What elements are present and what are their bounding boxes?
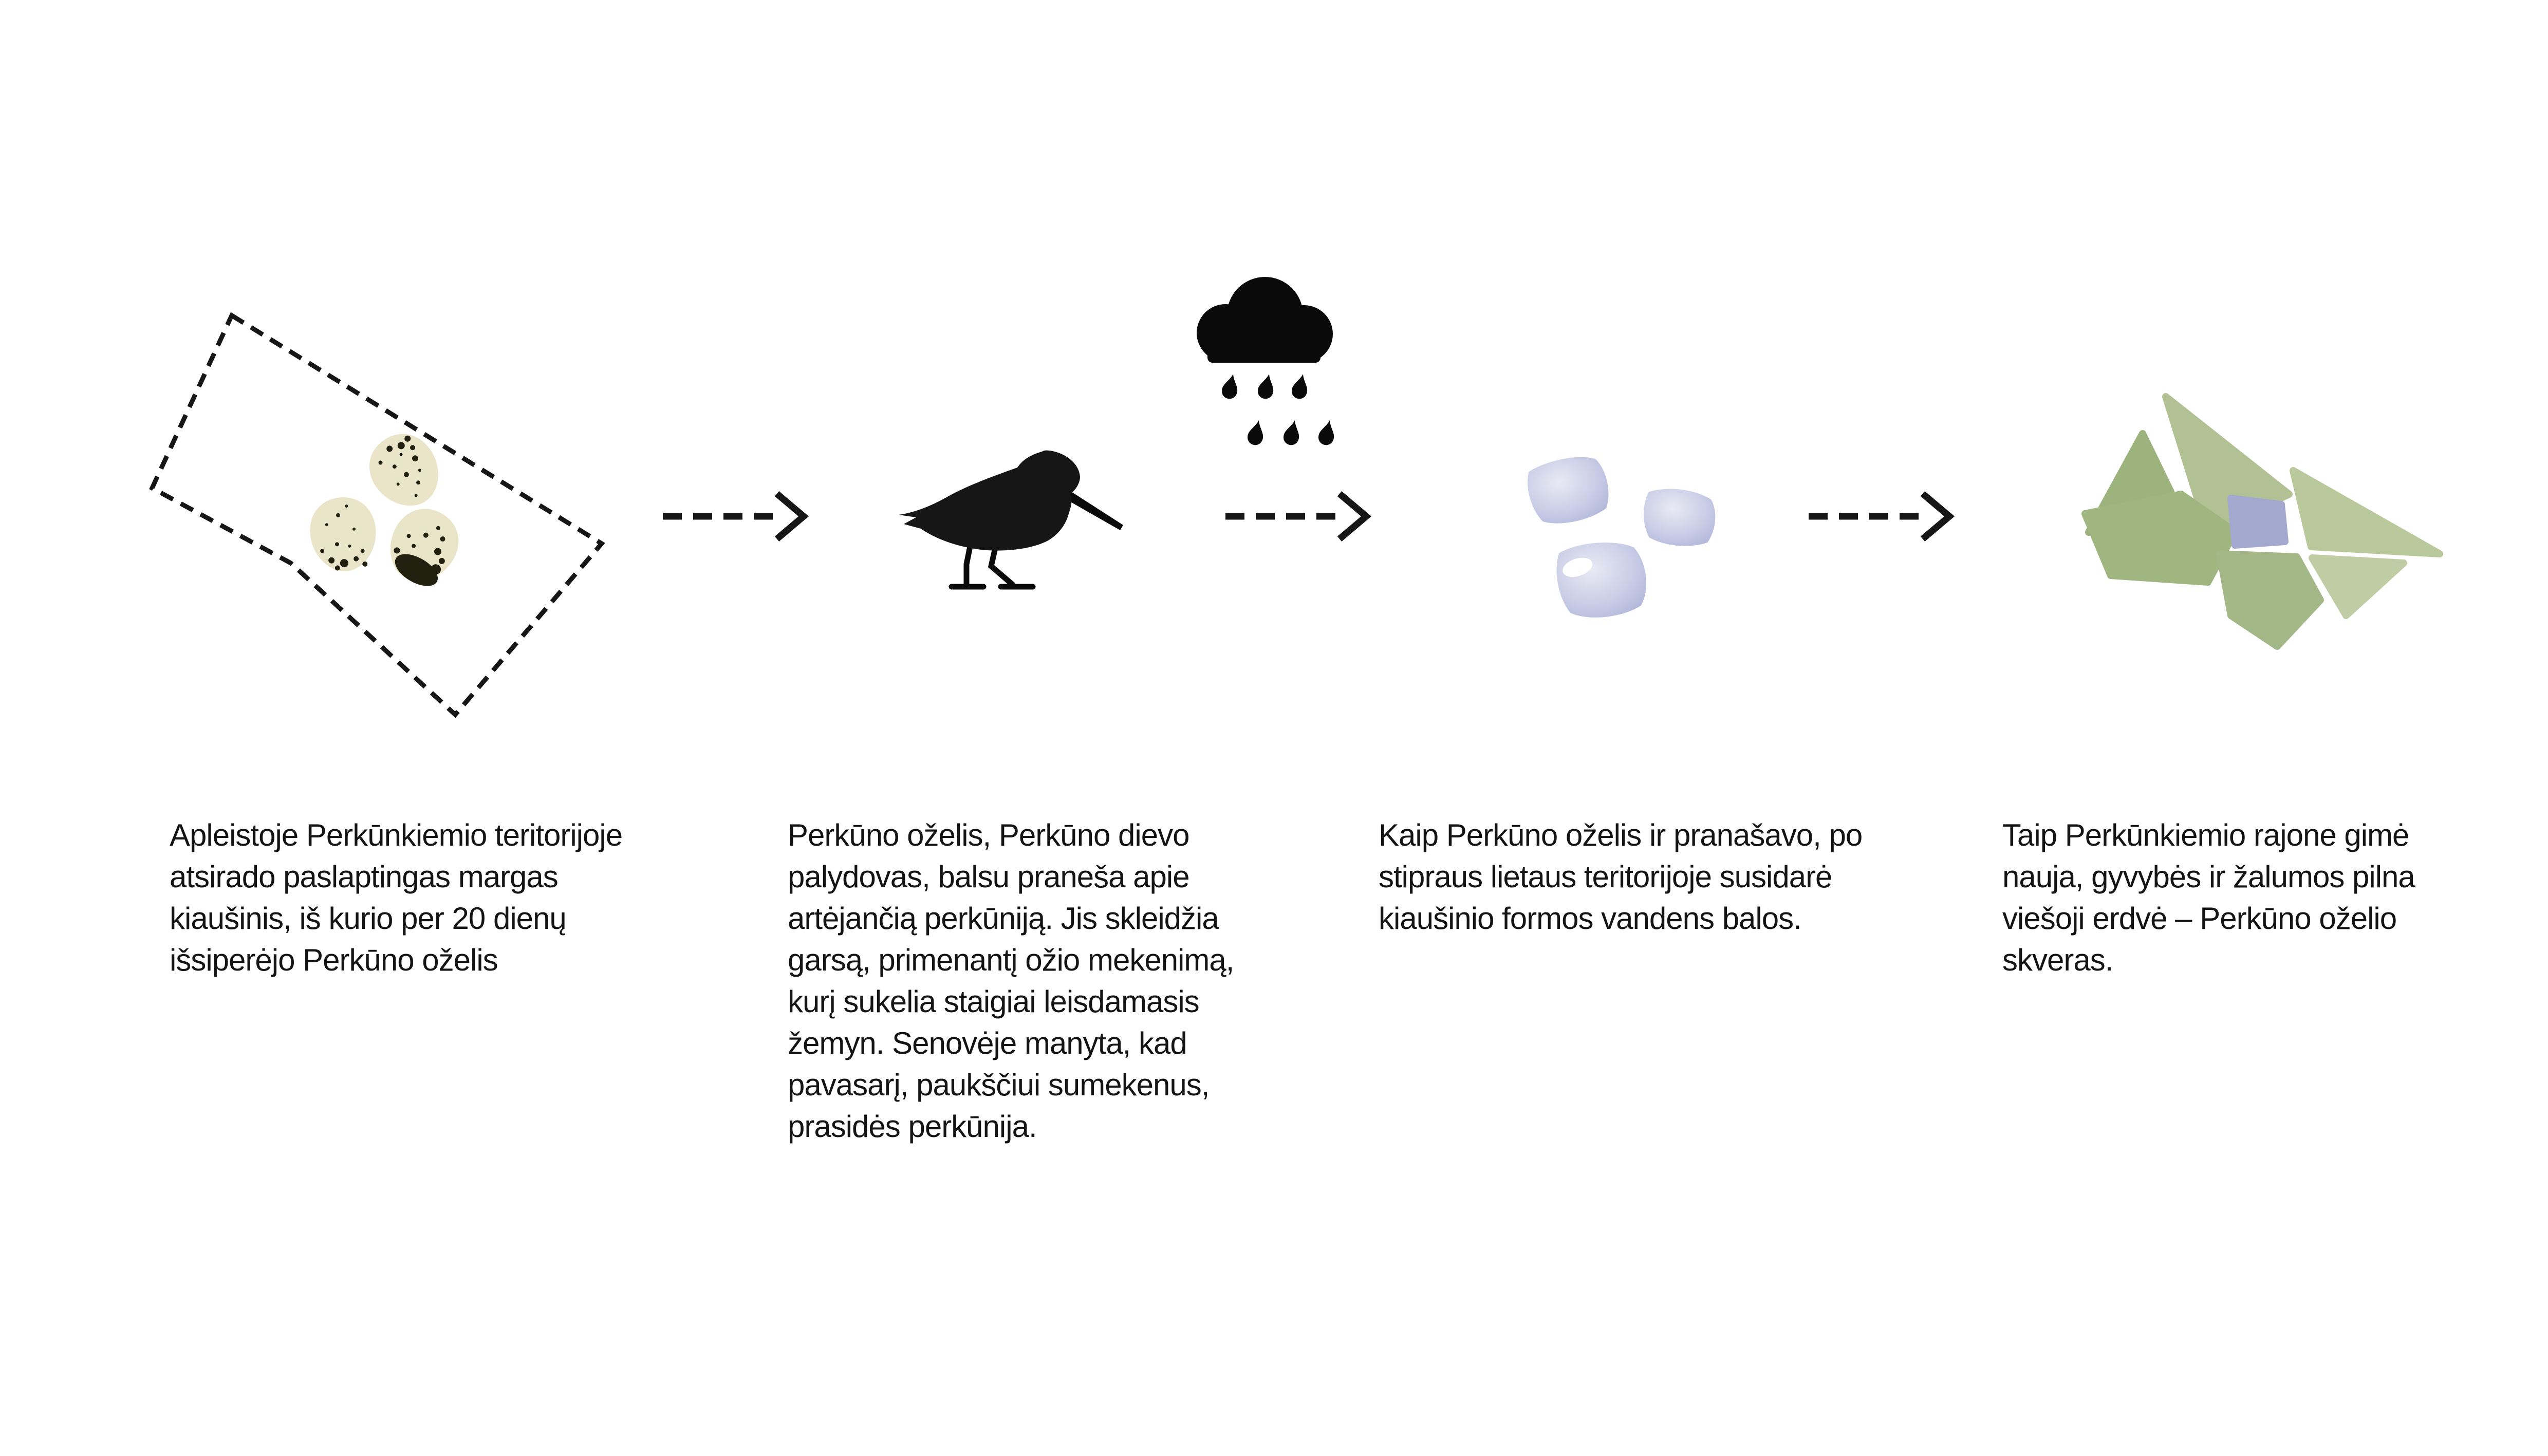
- puddle-top-left: [1524, 452, 1613, 529]
- egg-territory-graphic: [139, 303, 617, 730]
- step-caption-egg-site: Apleistoje Perkūnkiemio teritorijoje atsirado paslaptingas margas kiaušinis, iš kurio per 20 dienų išsiperėjo Perkūno oželis: [170, 818, 623, 977]
- water-puddles-icon: [1516, 442, 1732, 632]
- green-plaza-mosaic-icon: [2076, 370, 2446, 658]
- dashed-arrow-icon: [1803, 486, 1958, 547]
- dashed-arrow-icon: [1220, 486, 1374, 547]
- rain-cloud-icon: [1187, 267, 1341, 457]
- dashed-territory-outline-icon: [152, 315, 602, 715]
- step-caption-rain-puddles: Kaip Perkūno oželis ir pranašavo, po stipraus lietaus teritorijoje susidarė kiaušinio formos vandens balos.: [1379, 818, 1863, 936]
- dashed-arrow-icon: [658, 486, 812, 547]
- snipe-bird-icon: [889, 447, 1136, 601]
- step-caption-snipe-forecast: Perkūno oželis, Perkūno dievo palydovas, balsu praneša apie artėjančią perkūniją. Jis skleidžia garsą, primenantį ožio mekenimą, kurį sukelia staigiai leisdamasis žemyn. Senovėje manyta, kad pavasarį, paukščiui sumekenus, prasidės perkūnija.: [788, 818, 1234, 1144]
- puddle-right: [1641, 486, 1718, 549]
- snipe-beak: [1063, 488, 1123, 530]
- cloud-body: [1197, 277, 1333, 363]
- puddle-bottom: [1554, 538, 1650, 622]
- plaza-tiles: [2085, 397, 2440, 646]
- rain-drops: [1220, 372, 1337, 446]
- plaza-center-blue-tile: [2231, 498, 2285, 545]
- step-caption-new-square: Taip Perkūnkiemio rajone gimė nauja, gyvybės ir žalumos pilna viešoji erdvė – Perkūno oželio skveras.: [2002, 818, 2415, 977]
- snipe-body: [899, 451, 1080, 551]
